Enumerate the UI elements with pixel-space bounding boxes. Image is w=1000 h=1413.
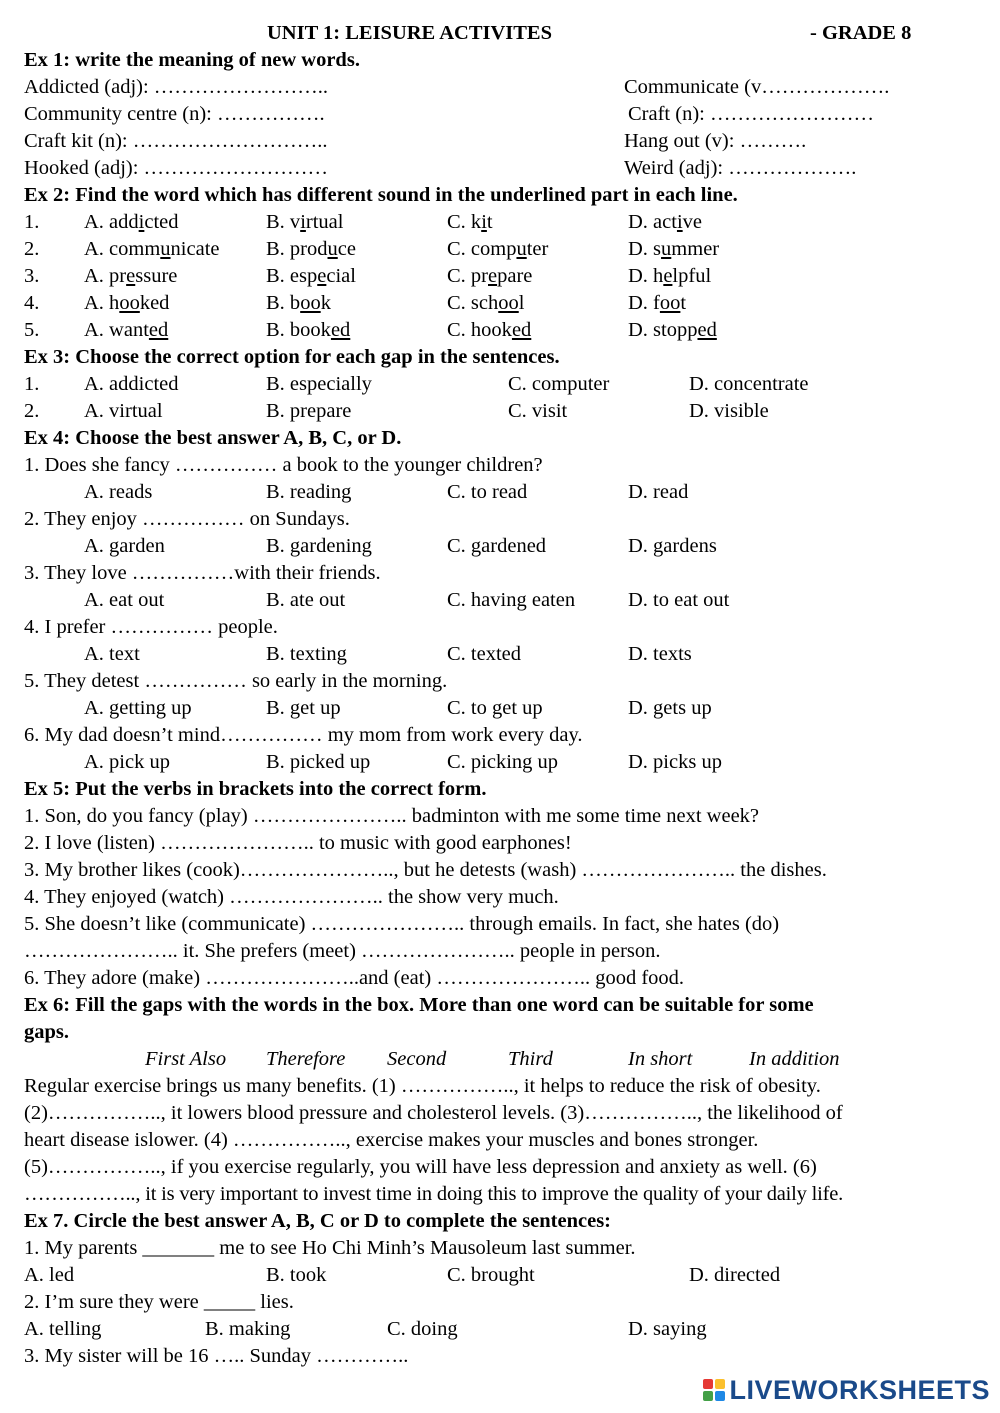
ex6-passage-line: Regular exercise brings us many benefits. (1) …………….., it helps to reduce the risk of obesity.: [24, 1075, 821, 1097]
ex2-row: [24, 209, 984, 236]
ex1-term: Hooked (adj): ………………………: [24, 157, 329, 179]
ex4-options: [24, 587, 984, 614]
ex1-term: Weird (adj): ……………….: [624, 157, 857, 179]
ex1-term: Hang out (v): ……….: [624, 130, 807, 152]
ex4-option[interactable]: B. reading: [266, 481, 352, 503]
ex3-option[interactable]: B. prepare: [266, 400, 352, 422]
ex1-term: Community centre (n): …………….: [24, 103, 325, 125]
question-number: 1.: [24, 211, 40, 233]
question-number: 2.: [24, 400, 40, 422]
ex2-row: [24, 236, 984, 263]
ex2-option[interactable]: D. summer: [628, 238, 720, 260]
ex4-question: 4. I prefer …………… people.: [24, 616, 278, 638]
ex5-line: 4. They enjoyed (watch) ………………….. the show very much.: [24, 886, 559, 908]
ex1-row: [24, 101, 984, 128]
ex7-option[interactable]: A. telling: [24, 1318, 102, 1340]
ex6-passage-line: …………….., it is very important to invest time in doing this to improve the quality of your daily life.: [24, 1183, 844, 1205]
ex4-option[interactable]: D. texts: [628, 643, 692, 665]
word-box-item: In addition: [749, 1048, 840, 1070]
ex4-question: 3. They love ……………with their friends.: [24, 562, 381, 584]
ex2-row: [24, 290, 984, 317]
ex2-option[interactable]: D. active: [628, 211, 703, 233]
liveworksheets-logo[interactable]: [703, 1375, 990, 1405]
ex7-option[interactable]: B. making: [205, 1318, 291, 1340]
ex1-row: [24, 128, 984, 155]
ex4-option[interactable]: D. to eat out: [628, 589, 730, 611]
question-number: 5.: [24, 319, 40, 341]
ex4-question: 5. They detest …………… so early in the morning.: [24, 670, 448, 692]
ex1-term: Addicted (adj): ……………………..: [24, 76, 329, 98]
ex4-option[interactable]: C. texted: [447, 643, 522, 665]
ex2-option[interactable]: A. pressure: [84, 265, 178, 287]
ex4-options: [24, 479, 984, 506]
ex4-question: 1. Does she fancy …………… a book to the younger children?: [24, 454, 543, 476]
ex7-options: [24, 1316, 984, 1343]
ex5-line: ………………….. it. She prefers (meet) ………………….. people in person.: [24, 940, 661, 962]
ex4-heading: Ex 4: Choose the best answer A, B, C, or D.: [24, 427, 402, 449]
ex3-row: [24, 371, 984, 398]
ex2-row: [24, 263, 984, 290]
ex4-question: 6. My dad doesn’t mind…………… my mom from work every day.: [24, 724, 583, 746]
ex3-option[interactable]: C. visit: [508, 400, 568, 422]
grade-label: - GRADE 8: [810, 22, 912, 44]
ex1-heading: Ex 1: write the meaning of new words.: [24, 49, 360, 71]
ex4-option[interactable]: A. reads: [84, 481, 153, 503]
ex1-term: Craft kit (n): ………………………..: [24, 130, 328, 152]
ex3-row: [24, 398, 984, 425]
ex7-option[interactable]: B. took: [266, 1264, 327, 1286]
ex7-heading: Ex 7. Circle the best answer A, B, C or D to complete the sentences:: [24, 1210, 612, 1232]
ex2-option[interactable]: C. computer: [447, 238, 549, 260]
question-number: 1.: [24, 373, 40, 395]
ex3-heading: Ex 3: Choose the correct option for each gap in the sentences.: [24, 346, 560, 368]
ex2-option[interactable]: B. booked: [266, 319, 351, 341]
ex2-option[interactable]: C. kit: [447, 211, 493, 233]
ex2-option[interactable]: C. school: [447, 292, 525, 314]
ex5-line: 6. They adore (make) …………………..and (eat) ………………….. good food.: [24, 967, 685, 989]
ex3-option[interactable]: A. addicted: [84, 373, 179, 395]
ex2-option[interactable]: C. prepare: [447, 265, 533, 287]
ex3-option[interactable]: D. visible: [689, 400, 769, 422]
ex4-option[interactable]: B. get up: [266, 697, 341, 719]
ex4-option[interactable]: A. pick up: [84, 751, 170, 773]
ex4-option[interactable]: B. gardening: [266, 535, 372, 557]
ex2-option[interactable]: A. addicted: [84, 211, 179, 233]
worksheet-title: UNIT 1: LEISURE ACTIVITES: [267, 22, 553, 44]
header-row: [24, 20, 984, 47]
ex7-option[interactable]: C. brought: [447, 1264, 535, 1286]
word-box-item: Therefore: [266, 1048, 346, 1070]
ex4-option[interactable]: C. to get up: [447, 697, 543, 719]
ex7-options: [24, 1262, 984, 1289]
word-box-item: First Also: [145, 1048, 227, 1070]
ex2-option[interactable]: B. produce: [266, 238, 356, 260]
ex4-question: 2. They enjoy …………… on Sundays.: [24, 508, 350, 530]
ex6-passage-line: (5)…………….., if you exercise regularly, you will have less depression and anxiety as well. (6): [24, 1156, 817, 1178]
ex2-option[interactable]: A. hooked: [84, 292, 170, 314]
ex7-option[interactable]: D. saying: [628, 1318, 707, 1340]
question-number: 2.: [24, 238, 40, 260]
ex2-option[interactable]: B. virtual: [266, 211, 344, 233]
ex1-row: [24, 74, 984, 101]
ex4-options: [24, 533, 984, 560]
question-number: 3.: [24, 265, 40, 287]
ex2-option[interactable]: D. helpful: [628, 265, 712, 287]
ex3-option[interactable]: C. computer: [508, 373, 610, 395]
ex2-option[interactable]: A. wanted: [84, 319, 169, 341]
ex7-option[interactable]: D. directed: [689, 1264, 781, 1286]
ex2-option[interactable]: D. foot: [628, 292, 687, 314]
ex4-option[interactable]: C. gardened: [447, 535, 547, 557]
ex7-option[interactable]: C. doing: [387, 1318, 458, 1340]
ex4-option[interactable]: A. garden: [84, 535, 165, 557]
ex4-option[interactable]: D. gets up: [628, 697, 712, 719]
ex6-heading-cont: gaps.: [24, 1021, 70, 1043]
ex4-options: [24, 695, 984, 722]
ex5-line: 1. Son, do you fancy (play) ………………….. badminton with me some time next week?: [24, 805, 760, 827]
ex4-option[interactable]: B. ate out: [266, 589, 346, 611]
word-box-item: Third: [508, 1048, 553, 1070]
ex6-heading: Ex 6: Fill the gaps with the words in the box. More than one word can be suitable for some: [24, 994, 814, 1016]
ex7-question: 1. My parents _______ me to see Ho Chi Minh’s Mausoleum last summer.: [24, 1237, 636, 1259]
ex2-option[interactable]: D. stopped: [628, 319, 717, 341]
ex4-option[interactable]: A. text: [84, 643, 140, 665]
ex4-option[interactable]: B. texting: [266, 643, 347, 665]
ex4-option[interactable]: B. picked up: [266, 751, 371, 773]
word-box-item: Second: [387, 1048, 447, 1070]
ex3-option[interactable]: B. especially: [266, 373, 372, 395]
ex1-row: [24, 155, 984, 182]
ex2-option[interactable]: B. especial: [266, 265, 356, 287]
ex4-option[interactable]: A. eat out: [84, 589, 165, 611]
ex3-option[interactable]: A. virtual: [84, 400, 163, 422]
ex2-option[interactable]: C. hooked: [447, 319, 532, 341]
ex5-line: 3. My brother likes (cook)………………….., but he detests (wash) ………………….. the dishes.: [24, 859, 827, 881]
ex3-option[interactable]: D. concentrate: [689, 373, 809, 395]
ex7-question: 2. I’m sure they were _____ lies.: [24, 1291, 294, 1313]
ex4-option[interactable]: D. picks up: [628, 751, 722, 773]
ex5-line: 5. She doesn’t like (communicate) ………………….. through emails. In fact, she hates (do): [24, 913, 780, 935]
ex2-row: [24, 317, 984, 344]
ex7-option[interactable]: A. led: [24, 1264, 75, 1286]
ex5-line: 2. I love (listen) ………………….. to music with good earphones!: [24, 832, 572, 854]
ex2-option[interactable]: B. book: [266, 292, 331, 314]
ex2-option[interactable]: A. communicate: [84, 238, 220, 260]
ex6-word-box: [24, 1046, 984, 1073]
word-box-item: In short: [628, 1048, 693, 1070]
logo-text: LIVEWORKSHEETS: [729, 1374, 990, 1405]
question-number: 4.: [24, 292, 40, 314]
ex4-options: [24, 641, 984, 668]
ex4-options: [24, 749, 984, 776]
ex4-option[interactable]: C. to read: [447, 481, 528, 503]
ex4-option[interactable]: A. getting up: [84, 697, 192, 719]
ex4-option[interactable]: C. having eaten: [447, 589, 576, 611]
ex2-heading: Ex 2: Find the word which has different sound in the underlined part in each line.: [24, 184, 738, 206]
ex4-option[interactable]: D. read: [628, 481, 689, 503]
ex1-term: Communicate (v……………….: [624, 76, 890, 98]
ex4-option[interactable]: D. gardens: [628, 535, 717, 557]
ex4-option[interactable]: C. picking up: [447, 751, 559, 773]
ex1-term: Craft (n): ……………………: [628, 103, 874, 125]
ex6-passage-line: heart disease islower. (4) …………….., exercise makes your muscles and bones stronger.: [24, 1129, 759, 1151]
ex6-passage-line: (2)…………….., it lowers blood pressure and cholesterol levels. (3)…………….., the likelihood of: [24, 1102, 843, 1124]
logo-grid-icon: [703, 1379, 725, 1401]
ex5-heading: Ex 5: Put the verbs in brackets into the correct form.: [24, 778, 487, 800]
ex7-question: 3. My sister will be 16 ….. Sunday …………..: [24, 1345, 409, 1367]
